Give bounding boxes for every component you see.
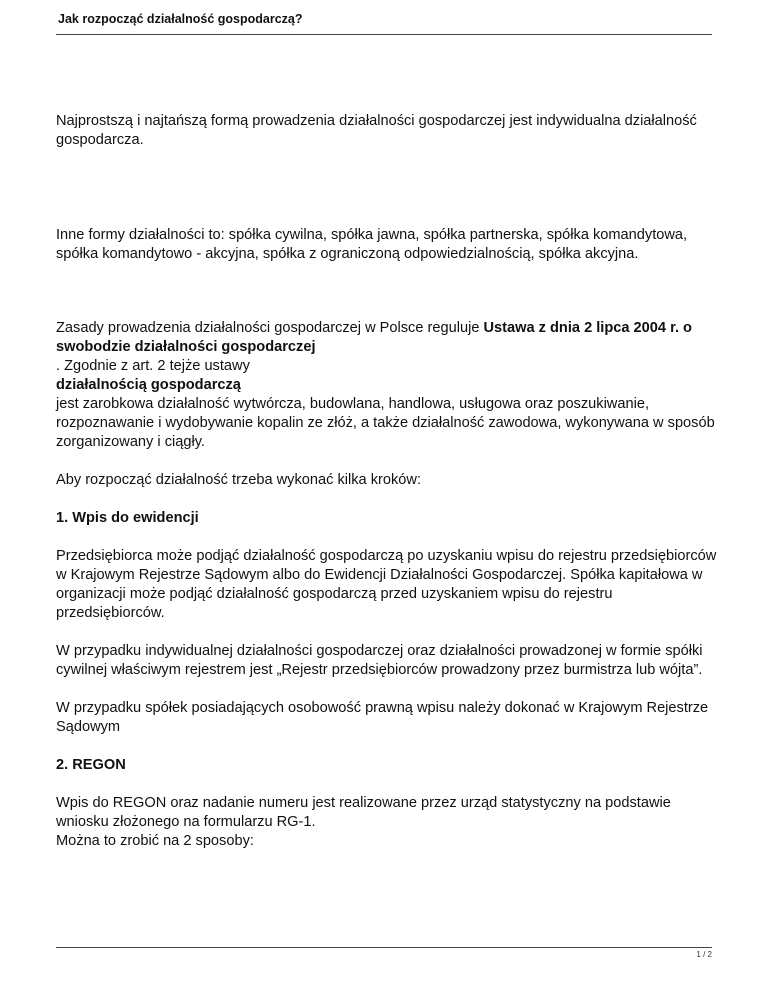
section-1-paragraph-1: Przedsiębiorca może podjąć działalność gospodarczą po uzyskaniu wpisu do rejestru przedsiębiorców w Krajowym Rejestrze Sądowym albo do Ewidencji Działalności Gospodarczej. Spółka kapitałowa w organizacji może podjąć działalność gospodarczą przed uzyskaniem wpisu do rejestru przedsiębiorców.: [56, 548, 717, 621]
rules-prefix: Zasady prowadzenia działalności gospodarczej w Polsce reguluje: [56, 320, 484, 336]
page-number: 1 / 2: [696, 950, 712, 959]
document-title: Jak rozpocząć działalność gospodarczą?: [58, 12, 303, 26]
intro-paragraph: Najprostszą i najtańszą formą prowadzenia działalności gospodarczej jest indywidualna działalność gospodarcza.: [56, 113, 697, 148]
rules-paragraph: [56, 319, 718, 452]
rules-after-act: . Zgodnie z art. 2 tejże ustawy: [56, 358, 250, 374]
section-1-paragraph-3: W przypadku spółek posiadających osobowość prawną wpisu należy dokonać w Krajowym Rejestrze Sądowym: [56, 700, 709, 735]
section-2-line-1: Wpis do REGON oraz nadanie numeru jest realizowane przez urząd statystyczny na podstawie wniosku złożonego na formularzu RG-1.: [56, 795, 671, 830]
section-2-paragraph: [56, 794, 718, 851]
section-1-paragraph-2: W przypadku indywidualnej działalności gospodarczej oraz działalności prowadzonej w formie spółki cywilnej właściwym rejestrem jest „Rejestr przedsiębiorców prowadzony przez burmistrza lub wójta”.: [56, 643, 703, 678]
term-definition: jest zarobkowa działalność wytwórcza, budowlana, handlowa, usługowa oraz poszukiwanie, rozpoznawanie i wydobywanie kopalin ze złóż, a także działalność zawodowa, wykonywana w sposób zorganizowany i ciągły.: [56, 396, 715, 450]
section-2-line-2: Można to zrobić na 2 sposoby:: [56, 833, 254, 849]
page-footer: [56, 947, 712, 959]
steps-intro: Aby rozpocząć działalność trzeba wykonać kilka kroków:: [56, 472, 422, 488]
section-1-heading: 1. Wpis do ewidencji: [56, 510, 199, 526]
document-body: [56, 112, 718, 851]
page-header: [56, 11, 712, 35]
other-forms-paragraph: Inne formy działalności to: spółka cywilna, spółka jawna, spółka partnerska, spółka komandytowa, spółka komandytowo - akcyjna, spółka z ograniczoną odpowiedzialnością, spółka akcyjna.: [56, 227, 688, 262]
act-name: Ustawa z dnia 2 lipca 2004 r. o swobodzie działalności gospodarczej: [56, 320, 692, 355]
term-name: działalnością gospodarczą: [56, 377, 241, 393]
section-2-heading: 2. REGON: [56, 757, 126, 773]
